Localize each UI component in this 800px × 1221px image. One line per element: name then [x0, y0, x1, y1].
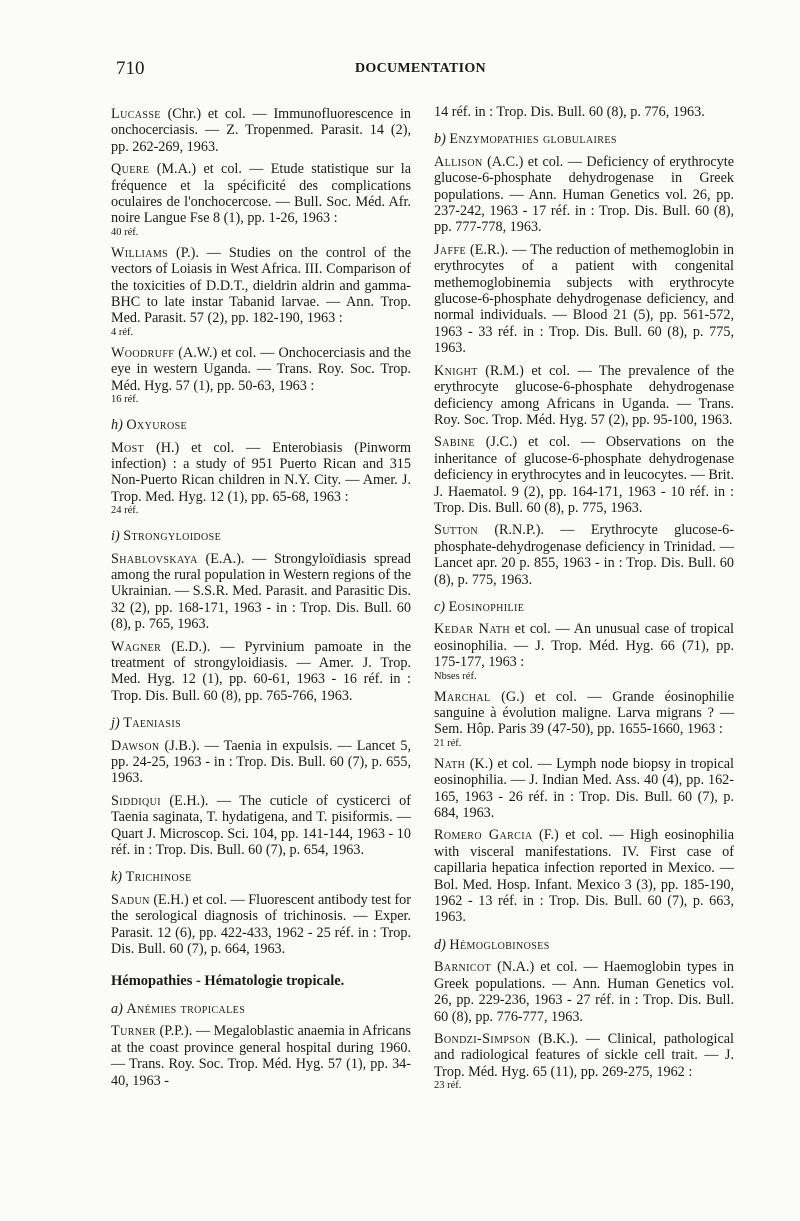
bibliography-entry — [434, 434, 734, 516]
section-heading — [111, 715, 411, 731]
entry-citation: (H.) et col. — Enterobiasis (Pinworm infection) : a study of 951 Puerto Rican and 315 Non-Puerto Rican children in N.Y. City. — Amer. J. Trop. Med. Hyg. 12 (1), pp. 65-68, 1963 : — [111, 439, 411, 505]
entry-ref-count: 40 réf. — [111, 226, 139, 238]
entry-citation: (F.) et col. — High eosinophilia with visceral manifestations. IV. First case of capillaria hepatica infection reported in Mexico. — Bol. Med. Hosp. Infant. Mexico 3 (3), pp. 185-190, 1962 - 13 réf. in : Trop. Dis. Bull. 60 (7), p. 663, 1963. — [434, 827, 734, 926]
entry-author: Wagner — [111, 638, 162, 655]
entry-ref-count: 16 réf. — [111, 394, 139, 406]
entry-author: Siddiqui — [111, 792, 161, 809]
section-title: Eosinophilie — [448, 598, 525, 615]
entry-citation: (J.C.) et col. — Observations on the inheritance of glucose-6-phosphate dehydrogenase deficiency in erythrocytes and in leucocytes. — Brit. J. Haematol. 9 (2), pp. 164-171, 1963 - 10 réf. in : Trop. Dis. Bull. 60 (8), p. 775, 1963. — [434, 434, 734, 516]
entry-citation: (N.A.) et col. — Haemoglobin types in Greek populations. — Ann. Human Genetics vol. 26, pp. 229-236, 1963 - 27 réf. in : Trop. Dis. Bull. 60 (8), pp. 776-777, 1963. — [434, 959, 734, 1025]
bibliography-entry — [434, 959, 734, 1025]
entry-author: Kedar Nath — [434, 621, 510, 638]
entry-citation: (E.A.). — Strongyloïdiasis spread among the rural population in Western regions of the Ukrainian. — S.S.R. Med. Parasit. and Parasitic Dis. 32 (2), pp. 168-171, 1963 - in : Trop. Dis. Bull. 60 (8), p. 765, 1963. — [111, 550, 411, 633]
bibliography-entry — [111, 345, 411, 406]
entry-citation: (Chr.) et col. — Immunofluorescence in onchocerciasis. — Z. Tropenmed. Parasit. 14 (2), pp. 262-269, 1963. — [111, 106, 411, 155]
bibliography-entry — [434, 689, 734, 750]
bibliography-entry — [434, 621, 734, 682]
bibliography-entry — [111, 793, 411, 859]
entry-citation: (R.N.P.). — Erythrocyte glucose-6-phosphate-dehydrogenase deficiency in Trinidad. — Lancet apr. 20 p. 855, 1963 - in : Trop. Dis. Bull. 60 (8), p. 775, 1963. — [434, 522, 734, 588]
entry-citation: (P.P.). — Megaloblastic anaemia in Africans at the coast province general hospital during 1960. — Trans. Roy. Soc. Trop. Méd. Hyg. 57 (1), pp. 34-40, 1963 - — [111, 1023, 411, 1089]
entry-ref-count: 23 réf. — [434, 1080, 462, 1092]
section-title: Enzymopathies globulaires — [449, 131, 617, 148]
entry-author: Sabine — [434, 434, 475, 451]
entry-ref-count: Nbses réf. — [434, 670, 477, 682]
bibliography-entry — [434, 104, 734, 120]
bibliography-entry — [111, 551, 411, 633]
section-letter: h) — [111, 417, 123, 434]
entry-author: Nath — [434, 755, 466, 772]
section-heading — [111, 417, 411, 433]
bibliography-entry — [111, 245, 411, 339]
entry-author: Woodruff — [111, 344, 175, 361]
entry-citation: (R.M.) et col. — The prevalence of the erythrocyte glucose-6-phosphate dehydrogenase deficiency among Africans in Uganda. — Trans. Roy. Soc. Trop. Méd. Hyg. 57 (2), pp. 95-100, 1963. — [434, 362, 734, 428]
bibliography-entry — [434, 827, 734, 925]
entry-author: Marchal — [434, 688, 491, 705]
entry-citation: 14 réf. in : Trop. Dis. Bull. 60 (8), p. 776, 1963. — [434, 104, 705, 120]
running-header: DOCUMENTATION — [355, 61, 486, 76]
bibliography-entry — [111, 106, 411, 155]
entry-citation: (E.D.). — Pyrvinium pamoate in the treatment of strongyloidiasis. — Amer. J. Trop. Med. Hyg. 12 (1), pp. 60-61, 1963 - 16 réf. in : Trop. Dis. Bull. 60 (8), pp. 765-766, 1963. — [111, 638, 411, 704]
entry-citation: (M.A.) et col. — Etude statistique sur la fréquence et la spécificité des complications oculaires de l'onchocercose. — Bull. Soc. Méd. Afr. noire Langue Fse 8 (1), pp. 1-26, 1963 : — [111, 161, 411, 227]
bibliography-entry — [111, 892, 411, 958]
right-column — [434, 104, 734, 1098]
entry-author: Jaffe — [434, 241, 466, 258]
section-letter: a) — [111, 1000, 123, 1017]
entry-author: Knight — [434, 362, 478, 379]
entry-author: Allison — [434, 153, 483, 170]
entry-author: Bondzi-Simpson — [434, 1030, 531, 1047]
entry-ref-count: 4 réf. — [111, 326, 134, 338]
bibliography-entry — [111, 738, 411, 787]
entry-citation: et col. — An unusual case of tropical eosinophilia. — J. Trop. Méd. Hyg. 66 (71), pp. 175-177, 1963 : — [434, 621, 734, 671]
bibliography-entry — [434, 363, 734, 429]
section-heading — [434, 131, 734, 147]
entry-author: Shablovskaya — [111, 550, 198, 567]
entry-citation: (E.H.) et col. — Fluorescent antibody test for the serological diagnosis of trichinosis. — Exper. Parasit. 12 (6), pp. 422-433, 1962 - 25 réf. in : Trop. Dis. Bull. 60 (7), p. 664, 1963. — [111, 891, 412, 958]
section-letter: d) — [434, 936, 446, 953]
bibliography-entry — [111, 639, 411, 705]
section-letter: c) — [434, 598, 446, 615]
entry-citation: (J.B.). — Taenia in expulsis. — Lancet 5, pp. 24-25, 1963 - in : Trop. Dis. Bull. 60 (7), p. 655, 1963. — [111, 737, 411, 787]
entry-author: Romero Garcia — [434, 827, 533, 844]
section-letter: b) — [434, 131, 446, 148]
section-letter: k) — [111, 869, 123, 886]
entry-ref-count: 21 réf. — [434, 737, 462, 749]
left-column — [111, 106, 411, 1095]
entry-author: Lucasse — [111, 106, 161, 122]
section-title: Anémies tropicales — [126, 1000, 246, 1017]
section-title: Hémoglobinoses — [449, 936, 550, 953]
entry-citation: (K.) et col. — Lymph node biopsy in tropical eosinophilia. — J. Indian Med. Ass. 40 (4), pp. 162-165, 1963 - 26 réf. in : Trop. Dis. Bull. 60 (7), p. 684, 1963. — [434, 755, 734, 822]
section-heading — [434, 937, 734, 953]
bibliography-entry — [434, 154, 734, 236]
entry-author: Williams — [111, 244, 169, 261]
bibliography-entry — [434, 522, 734, 588]
section-title: Strongyloidose — [123, 528, 222, 545]
entry-author: Barnicot — [434, 959, 492, 976]
entry-citation: (B.K.). — Clinical, pathological and radiological features of sickle cell trait. — J. Trop. Méd. Hyg. 65 (11), pp. 269-275, 1962 : — [434, 1030, 734, 1080]
entry-author: Sadun — [111, 891, 150, 908]
entry-citation: (P.). — Studies on the control of the vectors of Loiasis in West Africa. III. Comparison of the toxicities of D.D.T., dieldrin aldrin and gamma-BHC to late instar Tabanid larvae. — Ann. Trop. Med. Parasit. 57 (2), pp. 182-190, 1963 : — [111, 244, 411, 327]
section-heading — [434, 599, 734, 615]
section-letter: i) — [111, 528, 120, 545]
section-heading — [111, 1001, 411, 1017]
bibliography-entry — [111, 440, 411, 518]
bibliography-entry — [434, 1031, 734, 1092]
entry-author: Quere — [111, 161, 150, 178]
entry-author: Dawson — [111, 737, 160, 754]
bibliography-entry — [434, 756, 734, 822]
entry-author: Most — [111, 439, 145, 456]
bibliography-entry — [111, 1023, 411, 1089]
entry-citation: (A.C.) et col. — Deficiency of erythrocyte glucose-6-phosphate dehydrogenase in Greek populations. — Ann. Human Genetics vol. 26, pp. 237-242, 1963 - 17 réf. in : Trop. Dis. Bull. 60 (8), pp. 777-778, 1963. — [434, 153, 734, 236]
major-heading: Hémopathies - Hématologie tropicale. — [111, 973, 345, 990]
section-title: Trichinose — [125, 869, 192, 886]
section-letter: j) — [111, 715, 120, 732]
entry-citation: (G.) et col. — Grande éosinophilie sanguine à évolution maligne. Larva migrans ? — Sem. Hôp. Paris 39 (47-50), pp. 1655-1660, 1963 : — [434, 688, 734, 738]
bibliography-entry — [434, 242, 734, 357]
entry-citation: (A.W.) et col. — Onchocerciasis and the eye in western Uganda. — Trans. Roy. Soc. Trop. Méd. Hyg. 57 (1), pp. 50-63, 1963 : — [111, 344, 411, 394]
section-heading — [111, 869, 411, 885]
bibliography-entry — [111, 161, 411, 239]
entry-ref-count: 24 réf. — [111, 505, 139, 517]
section-title: Taeniasis — [123, 715, 182, 732]
entry-author: Sutton — [434, 522, 478, 539]
section-title: Oxyurose — [126, 417, 188, 434]
entry-citation: (E.H.). — The cuticle of cysticerci of Taenia saginata, T. hydatigena, and T. pisiformis. — Quart J. Microscop. Sci. 104, pp. 141-144, 1963 - 10 réf. in : Trop. Dis. Bull. 60 (7), p. 654, 1963. — [111, 792, 411, 859]
section-heading — [111, 528, 411, 544]
entry-citation: (E.R.). — The reduction of methemoglobin in erythrocytes of a patient with congenital methemoglobinemia subjects with erythrocyte glucose-6-phosphate dehydrogenase deficiency, and normal individuals. — Blood 21 (5), pp. 561-572, 1963 - 33 réf. in : Trop. Dis. Bull. 60 (8), p. 775, 1963. — [434, 241, 734, 357]
entry-author: Turner — [111, 1023, 156, 1040]
page-number: 710 — [116, 58, 145, 79]
